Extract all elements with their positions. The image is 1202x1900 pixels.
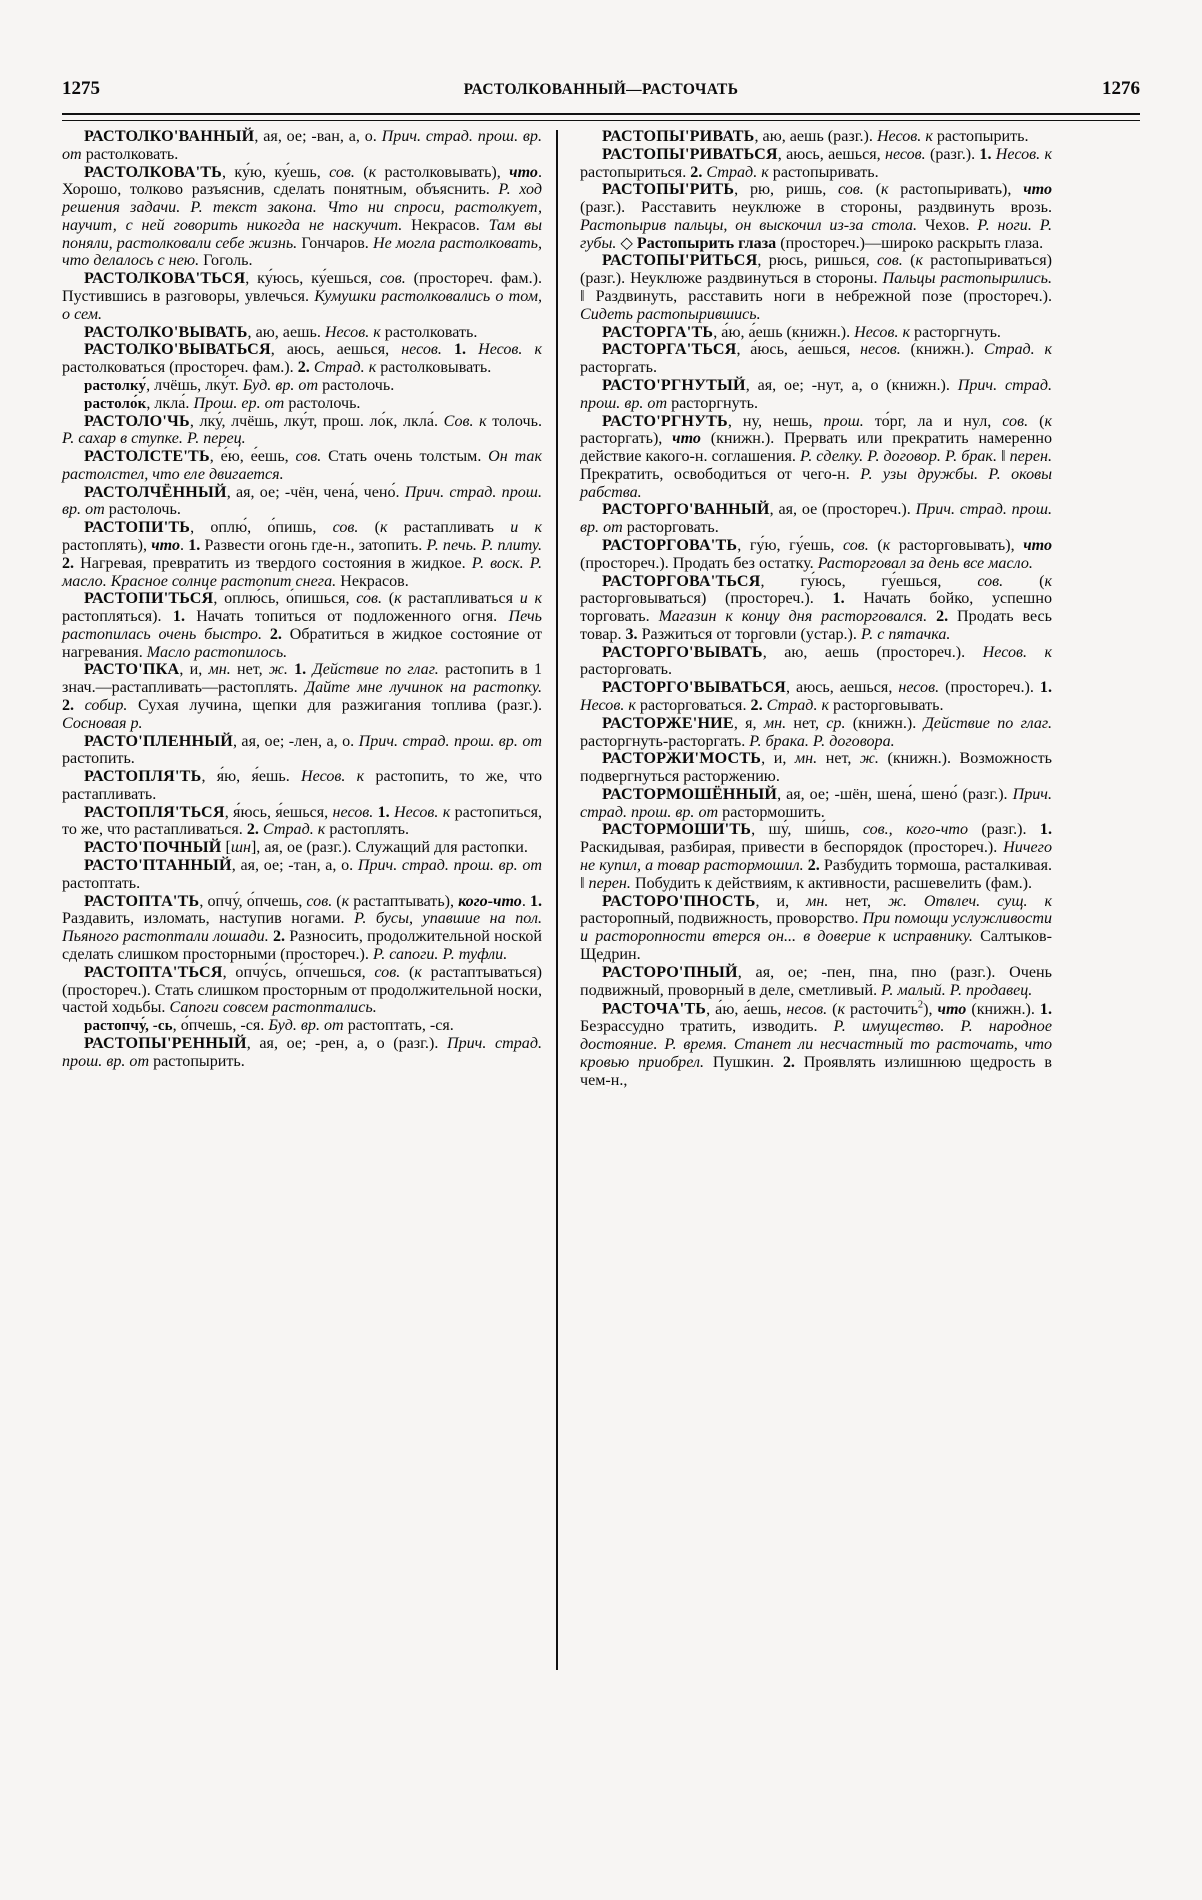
- dictionary-entry: [62, 590, 542, 661]
- entry-headword: РАСТОПИ'ТЬСЯ: [84, 590, 214, 608]
- entry-headword: РАСТО'РГНУТЫЙ: [602, 376, 746, 394]
- dictionary-entry: [62, 1035, 542, 1071]
- entry-body: , ая, ое; -тан, а, о. Прич. страд. прош. вр. от растоптать.: [62, 857, 542, 892]
- dictionary-entry: [580, 786, 1052, 822]
- dictionary-entry: [580, 573, 1052, 644]
- entry-body: , шу́, ши́шь, сов., кого-что (разг.). 1. Раскидывая, разбирая, привести в беспорядок (простореч.). Ничего не купил, а товар растормошил. 2. Разбудить тормоша, расталкивая. ‖ перен. Побудить к действиям, к активности, расшевелить (фам.).: [580, 821, 1052, 892]
- dictionary-entry: [62, 839, 542, 857]
- entry-headword: РАСТОЛКОВА'ТЬСЯ: [84, 270, 246, 288]
- entry-body: , е́ю, е́ешь, сов. Стать очень толстым. Он так растолстел, что еле двигается.: [62, 448, 542, 483]
- entry-body: , и, мн. нет, ж. (книжн.). Возможность подвергнуться расторжению.: [580, 750, 1052, 786]
- entry-body: , я, мн. нет, ср. (книжн.). Действие по глаг. расторгнуть-расторгать. Р. брака. Р. договора.: [580, 714, 1052, 750]
- entry-body: , лку́, лчёшь, лку́т, прош. ло́к, лкла́. Сов. к толочь. Р. сахар в ступке. Р. перец.: [62, 412, 543, 448]
- dictionary-entry: [580, 964, 1052, 1000]
- entry-headword: РАСТОРЖИ'МОСТЬ: [602, 750, 762, 768]
- entry-headword: растоло́к: [84, 395, 147, 412]
- entry-headword: РАСТОЛО'ЧЬ: [84, 412, 190, 430]
- entry-headword: РАСТОЛКО'ВЫВАТЬСЯ: [84, 341, 271, 359]
- entry-body: , лкла́. Прош. ер. от растолочь.: [146, 394, 361, 412]
- dictionary-entry: [580, 324, 1052, 342]
- dictionary-entry: [62, 341, 542, 377]
- entry-body: , ая, ое; -рен, а, о (разг.). Прич. страд. прош. вр. от растопырить.: [62, 1034, 542, 1070]
- entry-headword: РАСТОРГО'ВАННЫЙ: [602, 501, 770, 519]
- dictionary-entry: [62, 964, 542, 1017]
- entry-body: , ая, ое; -лен, а, о. Прич. страд. прош. вр. от растопить.: [62, 732, 543, 768]
- entry-headword: РАСТОПЫ'РИВАТЬ: [602, 128, 755, 145]
- entry-body: , я́ю, я́ешь. Несов. к растопить, то же, что растапливать.: [62, 768, 542, 803]
- dictionary-entry: [62, 804, 542, 840]
- dictionary-entry: [62, 893, 542, 964]
- folio-right: 1276: [1102, 78, 1140, 99]
- entry-headword: РАСТОПЛЯ'ТЬСЯ: [84, 803, 225, 821]
- column-container: [62, 128, 1140, 1862]
- entry-headword: РАСТО'ПТАННЫЙ: [84, 857, 232, 875]
- entry-body: , гу́ю, гу́ешь, сов. (к расторговывать), что (простореч.). Продать без остатку. Расторговал за день все масло.: [580, 536, 1053, 572]
- entry-body: , оплю́, о́пишь, сов. (к растапливать и к растоплять), что. 1. Развести огонь где-н., затопить. Р. печь. Р. плиту. 2. Нагревая, превратить из твердого состояния в жидкое. Р. воск. Р. масло. Красное солнце растопит снега. Некрасов.: [62, 519, 543, 590]
- entry-headword: РАСТОРМОШЁННЫЙ: [602, 785, 778, 803]
- running-head: [62, 78, 1140, 102]
- entry-body: , ну, нешь, прош. то́рг, ла и нул, сов. (к расторгать), что (книжн.). Прервать или прекратить намеренно действие какого-н. соглашения. Р. сделку. Р. договор. Р. брак. ‖ перен. Прекратить, освободиться от чего-н. Р. узы дружбы. Р. оковы рабства.: [580, 412, 1052, 501]
- dictionary-entry: [62, 519, 542, 590]
- entry-body: , опчу́, о́пчешь, сов. (к растаптывать), кого-что. 1. Раздавить, изломать, наступив ногами. Р. бусы, упавшие на пол. Пьяного растоптали лошади. 2. Разносить, продолжительной ноской сделать слишком просторными (простореч.). Р. сапоги. Р. туфли.: [62, 892, 543, 963]
- dictionary-entry: [62, 768, 542, 804]
- entry-body: , ку́ю, ку́ешь, сов. (к растолковывать), что. Хорошо, толково разъяснив, сделать понятным, объяснить. Р. ход решения задачи. Р. текст закона. Что ни спроси, растолкует, научит, с ней говорить никогда не наскучит. Некрасов. Там вы поняли, растолковали себе жизнь. Гончаров. Не могла растолковать, что делалось с нею. Гоголь.: [62, 163, 542, 270]
- entry-body: , ая, ое; -пен, пна, пно (разг.). Очень подвижный, проворный в деле, сметливый. Р. малый. Р. продавец.: [580, 963, 1052, 999]
- entry-headword: РАСТОРГО'ВЫВАТЬ: [602, 643, 763, 661]
- entry-headword: РАСТО'РГНУТЬ: [602, 412, 728, 430]
- entry-headword: РАСТОРГОВА'ТЬ: [602, 536, 738, 554]
- entry-body: , а́ю, а́ешь (книжн.). Несов. к расторгнуть.: [713, 323, 1001, 341]
- dictionary-entry: [580, 377, 1052, 413]
- running-head-title: РАСТОЛКОВАННЫЙ—РАСТОЧАТЬ: [463, 81, 739, 98]
- entry-body: , аюсь, аешься, несов. 1. Несов. к растолковаться (простореч. фам.). 2. Страд. к растолковывать.: [62, 341, 543, 377]
- dictionary-entry: [580, 413, 1052, 502]
- entry-body: , ая, ое; -нут, а, о (книжн.). Прич. страд. прош. вр. от расторгнуть.: [580, 376, 1052, 412]
- entry-headword: РАСТОПТА'ТЬСЯ: [84, 963, 223, 981]
- entry-headword: РАСТОПЫ'РЕННЫЙ: [84, 1034, 247, 1052]
- entry-body: , ая, ое; -шён, шена́, шено́ (разг.). Прич. страд. прош. вр. от растормошить.: [580, 785, 1052, 821]
- dictionary-entry: [62, 857, 542, 893]
- entry-headword: РАСТОПТА'ТЬ: [84, 892, 200, 910]
- dictionary-entry: [580, 750, 1052, 786]
- entry-body: [шн], ая, ое (разг.). Служащий для растопки.: [221, 839, 528, 857]
- entry-headword: РАСТО'ПОЧНЫЙ: [84, 839, 222, 857]
- entry-headword: РАСТОЛЧЁННЫЙ: [84, 483, 227, 501]
- dictionary-entry: [580, 821, 1052, 892]
- entry-headword: РАСТОРГА'ТЬСЯ: [602, 341, 737, 359]
- dictionary-entry: [580, 999, 1052, 1089]
- entry-headword: РАСТОПЫ'РИТЬ: [602, 181, 735, 199]
- dictionary-entry: [62, 1017, 542, 1035]
- entry-body: , опчу́сь, о́пчешься, сов. (к растаптываться) (простореч.). Стать слишком просторным от продолжительной носки, частой ходьбы. Сапоги совсем растоптались.: [62, 963, 543, 1017]
- entry-body: , аю, аешь (разг.). Несов. к растопырить.: [754, 128, 1029, 145]
- entry-headword: РАСТОРО'ПНЫЙ: [602, 963, 738, 981]
- dictionary-entry: [580, 715, 1052, 751]
- dictionary-entry: [62, 395, 542, 413]
- right-column: [558, 128, 1052, 1862]
- dictionary-entry: [62, 413, 542, 449]
- dictionary-entry: [580, 501, 1052, 537]
- dictionary-entry: [62, 484, 542, 520]
- dictionary-entry: [62, 448, 542, 484]
- dictionary-entry: [580, 146, 1052, 182]
- entry-body: , лчёшь, лку́т. Буд. вр. от растолочь.: [146, 376, 395, 394]
- entry-body: , гу́юсь, гу́ешься, сов. (к расторговываться) (простореч.). 1. Начать бойко, успешно торговать. Магазин к концу дня расторговался. 2. Продать весь товар. 3. Разжиться от торговли (устар.). Р. с пятачка.: [580, 572, 1053, 643]
- entry-body: , рю, ришь, сов. (к растопыривать), что (разг.). Расставить неуклюже в стороны, раздвинуть врозь. Растопырив пальцы, он выскочил из-за стола. Чехов. Р. ноги. Р. губы. ◇ Растопырить глаза (простореч.)—широко раскрыть глаза.: [580, 181, 1053, 252]
- entry-headword: растопчу́, -сь: [84, 1018, 173, 1035]
- entry-body: , аюсь, аешься, несов. (разг.). 1. Несов. к растопыриться. 2. Страд. к растопыривать.: [580, 145, 1052, 181]
- dictionary-entry: [580, 893, 1052, 964]
- entry-headword: РАСТОПИ'ТЬ: [84, 519, 191, 537]
- entry-body: , оплю́сь, о́пишься, сов. (к растапливаться и к растопляться). 1. Начать топиться от подложенного огня. Печь растопилась очень быстро. 2. Обратиться в жидкое состояние от нагревания. Масло растопилось.: [62, 590, 543, 661]
- entry-headword: РАСТОЛКО'ВАННЫЙ: [84, 128, 255, 145]
- entry-body: , ая, ое; -чён, чена́, чено́. Прич. страд. прош. вр. от растолочь.: [62, 483, 542, 519]
- entry-body: , ая, ое; -ван, а, о. Прич. страд. прош. вр. от растолковать.: [62, 128, 542, 163]
- entry-body: , я́юсь, я́ешься, несов. 1. Несов. к растопиться, то же, что растапливаться. 2. Страд. к растоплять.: [62, 803, 542, 839]
- entry-headword: РАСТОПЫ'РИТЬСЯ: [602, 252, 758, 270]
- entry-headword: РАСТОРГА'ТЬ: [602, 323, 714, 341]
- dictionary-entry: [62, 324, 542, 342]
- dictionary-entry: [62, 661, 542, 732]
- entry-headword: РАСТОРО'ПНОСТЬ: [602, 892, 756, 910]
- dictionary-entry: [62, 270, 542, 323]
- dictionary-entry: [580, 679, 1052, 715]
- entry-headword: РАСТОПЫ'РИВАТЬСЯ: [602, 145, 778, 163]
- dictionary-entry: [62, 733, 542, 769]
- entry-headword: РАСТОРЖЕ'НИЕ: [602, 714, 734, 732]
- entry-headword: РАСТОЛКО'ВЫВАТЬ: [84, 323, 248, 341]
- entry-headword: РАСТОЧА'ТЬ: [602, 1000, 707, 1018]
- entry-body: , и, мн. нет, ж. Отвлеч. сущ. к расторопный, подвижность, проворство. При помощи услужливости и расторопности втерся он... в доверие к исправнику. Салтыков-Щедрин.: [580, 892, 1052, 963]
- entry-headword: РАСТОРГО'ВЫВАТЬСЯ: [602, 679, 786, 697]
- entry-headword: РАСТО'ПЛЕННЫЙ: [84, 732, 233, 750]
- left-column: [62, 128, 556, 1862]
- dictionary-entry: [62, 377, 542, 395]
- entry-body: , ая, ое (простореч.). Прич. страд. прош. вр. от расторговать.: [580, 501, 1052, 537]
- entry-headword: РАСТОПЛЯ'ТЬ: [84, 768, 202, 786]
- dictionary-entry: [580, 341, 1052, 377]
- dictionary-entry: [580, 181, 1052, 252]
- entry-headword: РАСТОЛСТЕ'ТЬ: [84, 448, 210, 466]
- entry-headword: РАСТОЛКОВА'ТЬ: [84, 163, 223, 181]
- dictionary-entry: [580, 537, 1052, 573]
- entry-body: , аю, аешь (простореч.). Несов. к расторговать.: [580, 643, 1053, 679]
- entry-body: , аюсь, аешься, несов. (простореч.). 1. Несов. к расторговаться. 2. Страд. к расторговывать.: [580, 679, 1052, 714]
- folio-left: 1275: [62, 78, 100, 99]
- entry-body: , аю, аешь. Несов. к растолковать.: [247, 323, 478, 341]
- dictionary-entry: [580, 644, 1052, 680]
- dictionary-entry: [580, 252, 1052, 323]
- dictionary-entry: [62, 128, 542, 164]
- entry-headword: РАСТО'ПКА: [84, 661, 180, 679]
- entry-body: , ку́юсь, ку́ешься, сов. (простореч. фам.). Пустившись в разговоры, увлечься. Кумушки растолковались о том, о сем.: [62, 270, 543, 323]
- dictionary-entry: [580, 128, 1052, 146]
- entry-headword: растолку́: [84, 377, 147, 394]
- header-rule: [62, 113, 1140, 121]
- entry-body: , о́пчешь, -ся. Буд. вр. от растоптать, -ся.: [172, 1017, 454, 1035]
- entry-body: , рюсь, ришься, сов. (к растопыриваться) (разг.). Неуклюже раздвинуться в стороны. Пальцы растопырились. ‖ Раздвинуть, расставить ноги в небрежной позе (простореч.). Сидеть растопырившись.: [580, 252, 1052, 323]
- dictionary-entry: [62, 164, 542, 271]
- entry-body: , и, мн. нет, ж. 1. Действие по глаг. растопить в 1 знач.—растапливать—растоплять. Дайте мне лучинок на растопку. 2. собир. Сухая лучина, щепки для разжигания топлива (разг.). Сосновая р.: [62, 661, 542, 732]
- entry-headword: РАСТОРМОШИ'ТЬ: [602, 821, 752, 839]
- entry-body: , а́ю, а́ешь, несов. (к расточить$^2$), что (книжн.). 1. Безрассудно тратить, изводить. Р. имущество. Р. народное достояние. Р. время. Станет ли несчастный то расточать, что кровью приобрел. Пушкин. 2. Проявлять излишнюю щедрость в чем-н.,: [580, 999, 1052, 1089]
- entry-headword: РАСТОРГОВА'ТЬСЯ: [602, 572, 761, 590]
- entry-body: , а́юсь, а́ешься, несов. (книжн.). Страд. к расторгать.: [580, 341, 1052, 377]
